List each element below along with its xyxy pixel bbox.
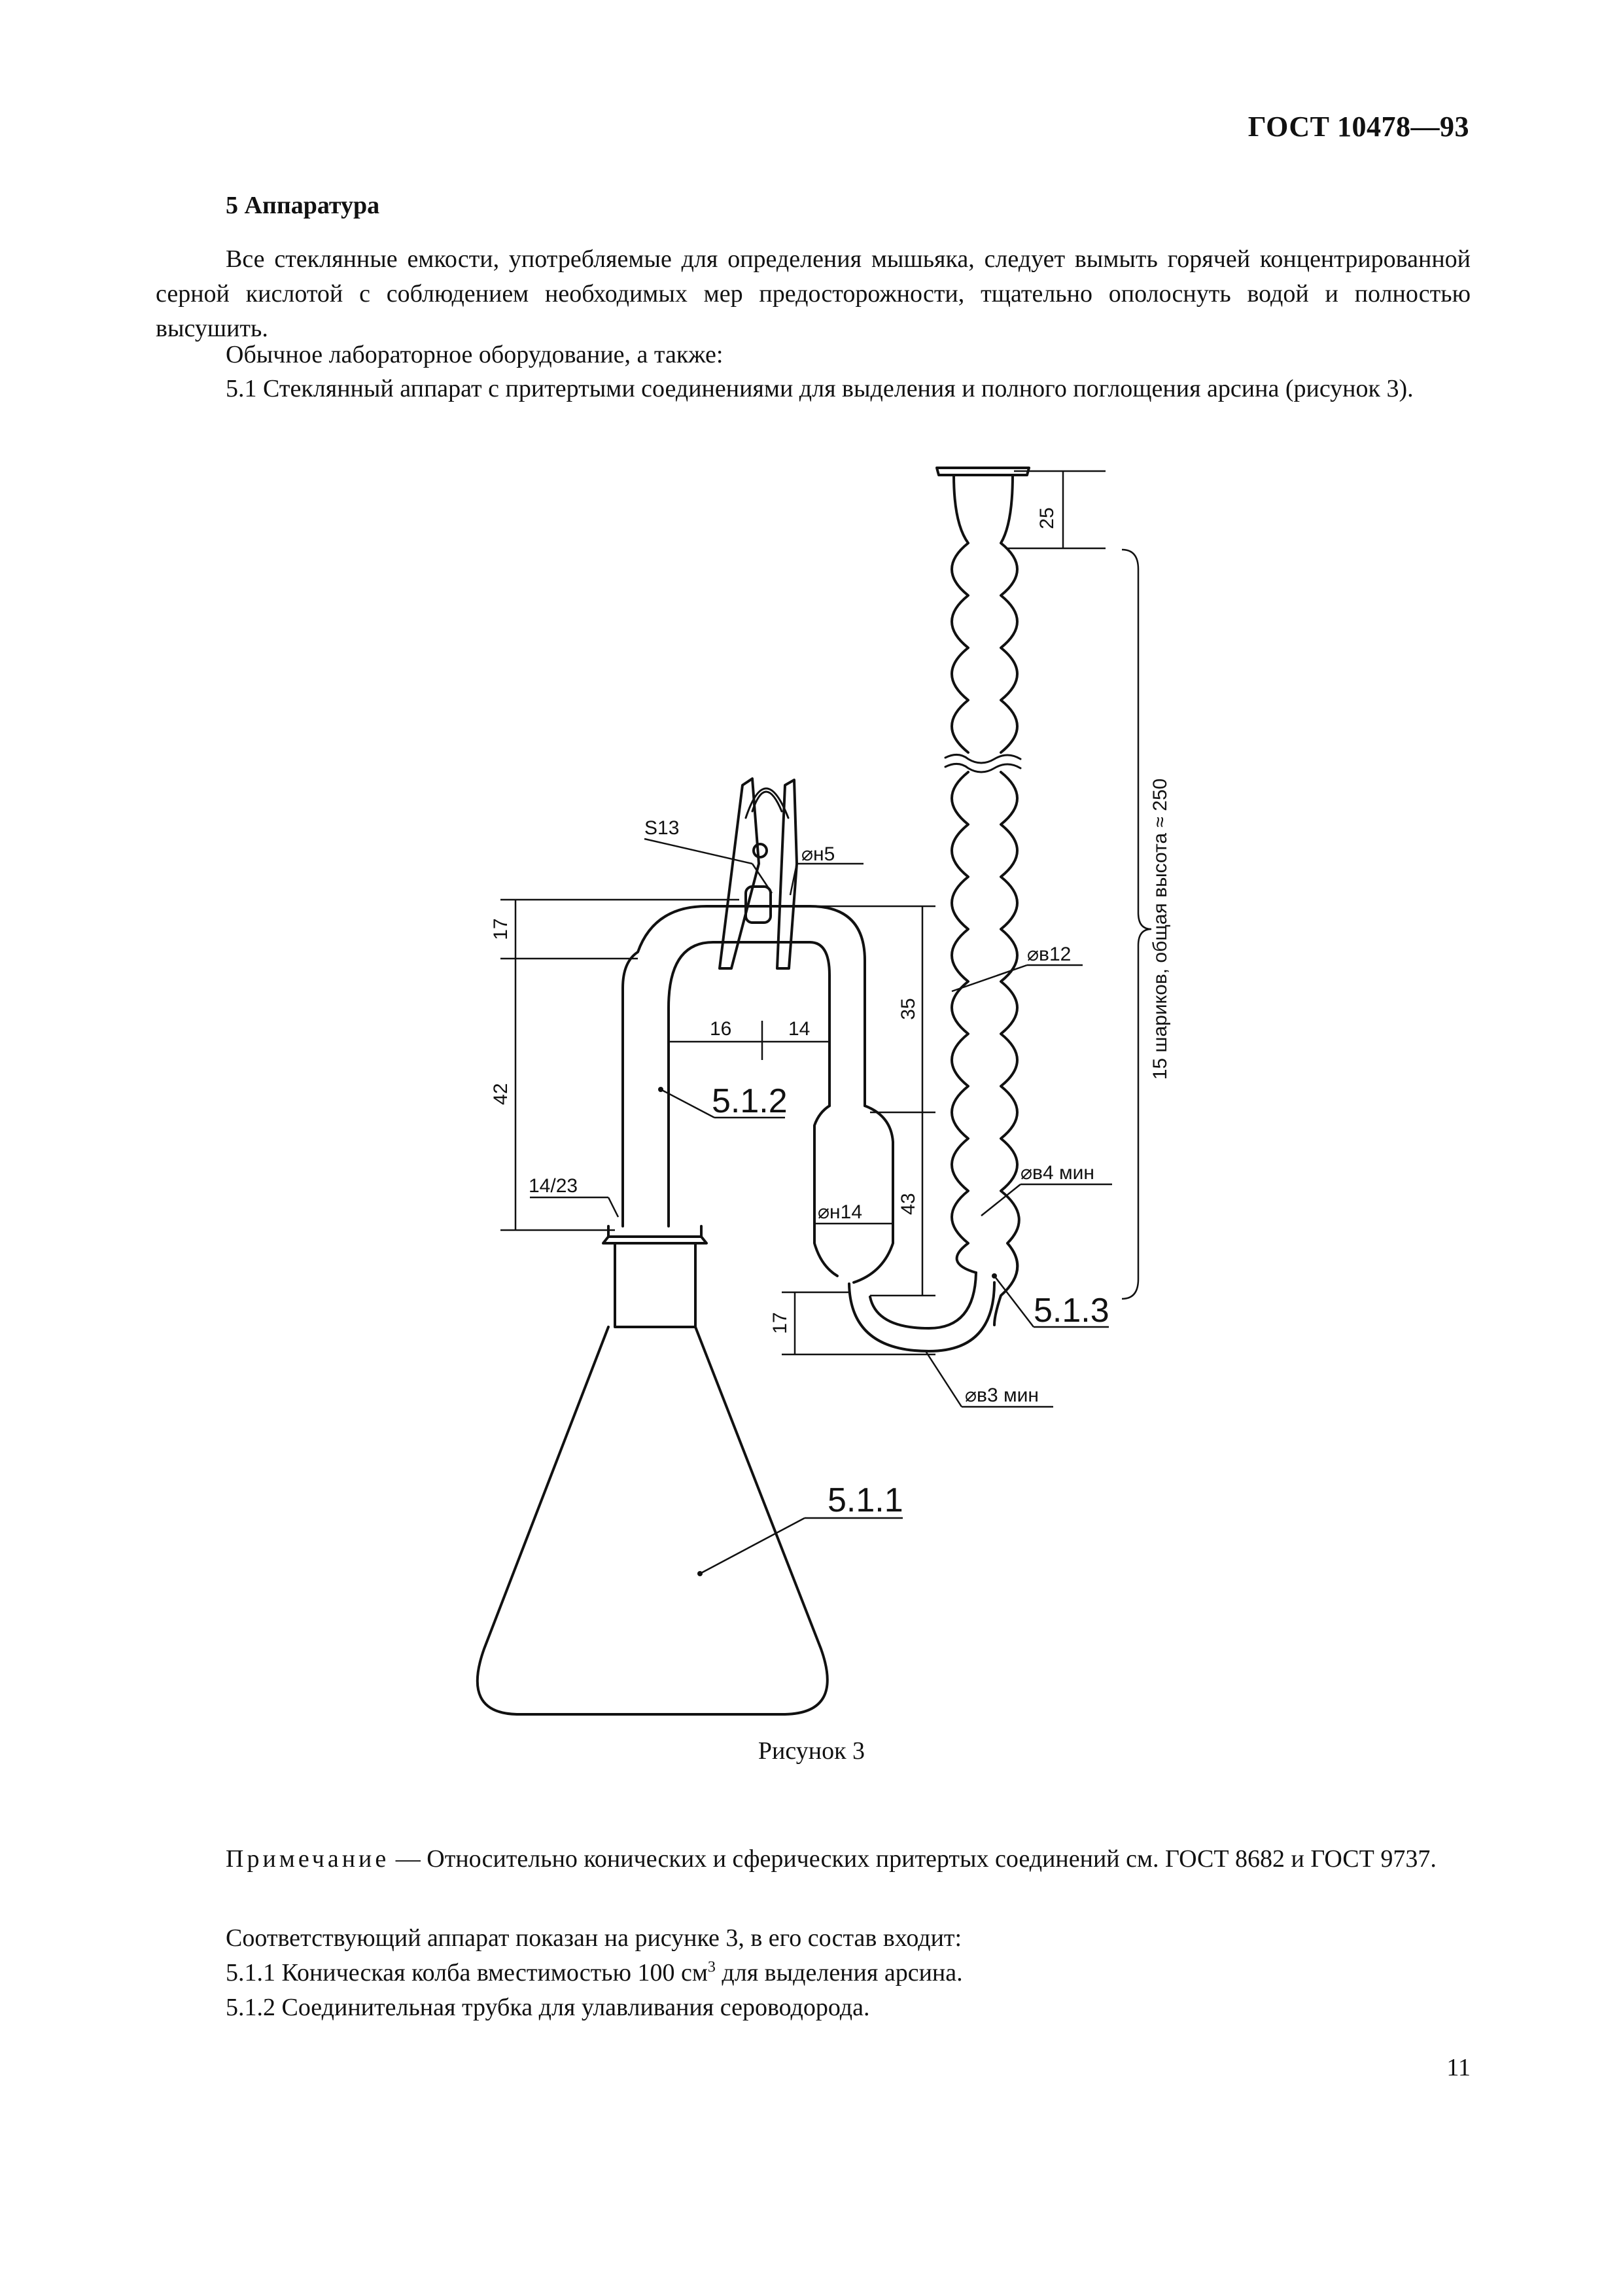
paragraph-glassware: Все стеклянные емкости, употребляемые для определения мышьяка, следует вымыть горячей концентрированной серной кислотой с соблюдением необходимых мер предосторожности, тщательно ополоснуть водой и полностью высушить. [156,245,1471,342]
figure-caption: Рисунок 3 [758,1737,865,1765]
apparatus-intro: Соответствующий аппарат показан на рисунке 3, в его состав входит: [226,1924,962,1952]
conical-flask [478,1327,828,1714]
dim-17-bottom: 17 [769,1312,791,1334]
bulb-column-left [952,475,976,1273]
list-item-5-1-1 [226,1958,963,1987]
label-dia-inner-12: ⌀в12 [1027,944,1072,965]
page-number: 11 [1446,2054,1471,2081]
label-dia-outer-5: ⌀н5 [801,843,835,865]
note-paragraph [156,1842,1471,1877]
paragraph-apparatus: 5.1 Стеклянный аппарат с притертыми соединениями для выделения и полного поглощения арсина (рисунок 3). [226,375,1414,402]
label-5-1-2: 5.1.2 [712,1082,788,1120]
item-5-1-1-text: 5.1.1 Коническая колба вместимостью 100 см [226,1959,708,1987]
dim-14: 14 [788,1018,811,1040]
tube-bulb [814,1106,893,1282]
label-dia-inner-3: ⌀в3 мин [965,1385,1039,1406]
section-heading: 5 Аппаратура [226,192,380,219]
note-label: Примечание [226,1845,390,1873]
item-5-1-1-superscript: 3 [707,1958,716,1976]
list-item-5-1-2: 5.1.2 Соединительная трубка для улавливания сероводорода. [226,1994,870,2021]
dim-17-top: 17 [490,918,512,940]
bulbs-note: 15 шариков, общая высота ≈ 250 [1149,778,1171,1080]
dim-25: 25 [1036,507,1058,529]
dim-16: 16 [710,1018,732,1040]
flask-neck [615,1243,695,1327]
dim-43: 43 [898,1193,919,1215]
label-s13: S13 [644,817,680,839]
label-dia-outer-14: ⌀н14 [818,1201,862,1223]
flask-stopper-cone [603,1237,707,1243]
label-5-1-3: 5.1.3 [1034,1292,1109,1330]
label-14-23: 14/23 [529,1175,578,1197]
item-5-1-1-tail: для выделения арсина. [715,1959,963,1987]
label-5-1-1: 5.1.1 [828,1481,903,1519]
note-text: — Относительно конических и сферических притертых соединений см. ГОСТ 8682 и ГОСТ 9737. [389,1845,1437,1873]
document-code: ГОСТ 10478—93 [1248,111,1469,143]
dim-35: 35 [898,998,919,1020]
dim-42: 42 [490,1083,512,1105]
paragraph-equipment: Обычное лабораторное оборудование, а также: [226,341,724,368]
bulb-column-right [994,475,1019,1325]
label-dia-inner-4: ⌀в4 мин [1021,1162,1094,1184]
